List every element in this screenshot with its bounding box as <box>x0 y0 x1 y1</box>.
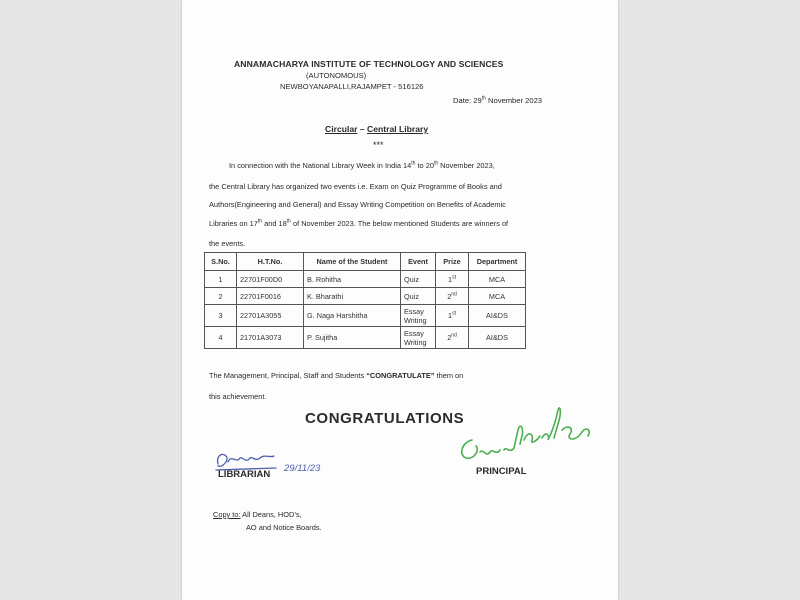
cell-sno: 4 <box>205 327 237 349</box>
table-header-row <box>205 253 526 271</box>
cell-department: AI&DS <box>469 327 526 349</box>
cell-department: AI&DS <box>469 305 526 327</box>
cell-htno: 22701F00D0 <box>237 271 304 288</box>
circular-date: Date: 29th November 2023 <box>453 95 543 105</box>
autonomous-status: (AUTONOMOUS) <box>306 71 367 80</box>
librarian-signed-date: 29/11/23 <box>284 463 321 474</box>
closing-line-1: The Management, Principal, Staff and Students “CONGRATULATE” them on <box>209 371 464 380</box>
col-prize-header: Prize <box>436 253 469 271</box>
cell-prize: 1st <box>436 271 469 288</box>
winners-table <box>204 252 526 349</box>
cell-name: G. Naga Harshitha <box>304 305 401 327</box>
col-sno-header: S.No. <box>205 253 237 271</box>
col-htno-header: H.T.No. <box>237 253 304 271</box>
circular-page <box>182 0 618 600</box>
closing-line-2: this achievement. <box>209 392 267 401</box>
body-line-5: the events. <box>209 239 246 248</box>
body-line-4: Libraries on 17th and 18th of November 2023. The below mentioned Students are winners of <box>209 218 509 228</box>
body-line-3: Authors(Engineering and General) and Essay Writing Competition on Benefits of Academic <box>209 200 506 209</box>
librarian-label: LIBRARIAN <box>218 469 271 480</box>
cell-name: P. Sujitha <box>304 327 401 349</box>
cell-event: Quiz <box>401 271 436 288</box>
cell-sno: 2 <box>205 288 237 305</box>
cell-name: K. Bharathi <box>304 288 401 305</box>
copy-to-line-2: AO and Notice Boards. <box>246 523 322 532</box>
institute-address: NEWBOYANAPALLI,RAJAMPET - 516126 <box>280 82 424 91</box>
circular-title: Circular – Central Library <box>325 124 429 134</box>
cell-htno: 22701A3055 <box>237 305 304 327</box>
cell-htno: 22701F0016 <box>237 288 304 305</box>
copy-to-line-1: Copy to: All Deans, HOD’s, <box>213 510 302 519</box>
cell-department: MCA <box>469 288 526 305</box>
cell-event: Quiz <box>401 288 436 305</box>
cell-prize: 1st <box>436 305 469 327</box>
cell-event: Essay Writing <box>401 305 436 327</box>
cell-name: B. Rohitha <box>304 271 401 288</box>
cell-sno: 1 <box>205 271 237 288</box>
body-line-2: the Central Library has organized two events i.e. Exam on Quiz Programme of Books and <box>209 182 502 191</box>
col-event-header: Event <box>401 253 436 271</box>
col-name-header: Name of the Student <box>304 253 401 271</box>
body-line-1: In connection with the National Library Week in India 14th to 20th November 2023, <box>229 160 495 170</box>
cell-prize: 2nd <box>436 288 469 305</box>
table-row <box>205 271 526 288</box>
table-row <box>205 305 526 327</box>
cell-event: Essay Writing <box>401 327 436 349</box>
cell-htno: 21701A3073 <box>237 327 304 349</box>
cell-prize: 2nd <box>436 327 469 349</box>
table-row <box>205 327 526 349</box>
cell-sno: 3 <box>205 305 237 327</box>
congratulations-heading: CONGRATULATIONS <box>305 410 465 427</box>
principal-signature <box>450 400 600 472</box>
principal-label: PRINCIPAL <box>476 466 527 477</box>
col-department-header: Department <box>469 253 526 271</box>
institute-name: ANNAMACHARYA INSTITUTE OF TECHNOLOGY AND SCIENCES <box>234 59 504 69</box>
cell-department: MCA <box>469 271 526 288</box>
separator-stars: *** <box>373 140 384 150</box>
table-row <box>205 288 526 305</box>
